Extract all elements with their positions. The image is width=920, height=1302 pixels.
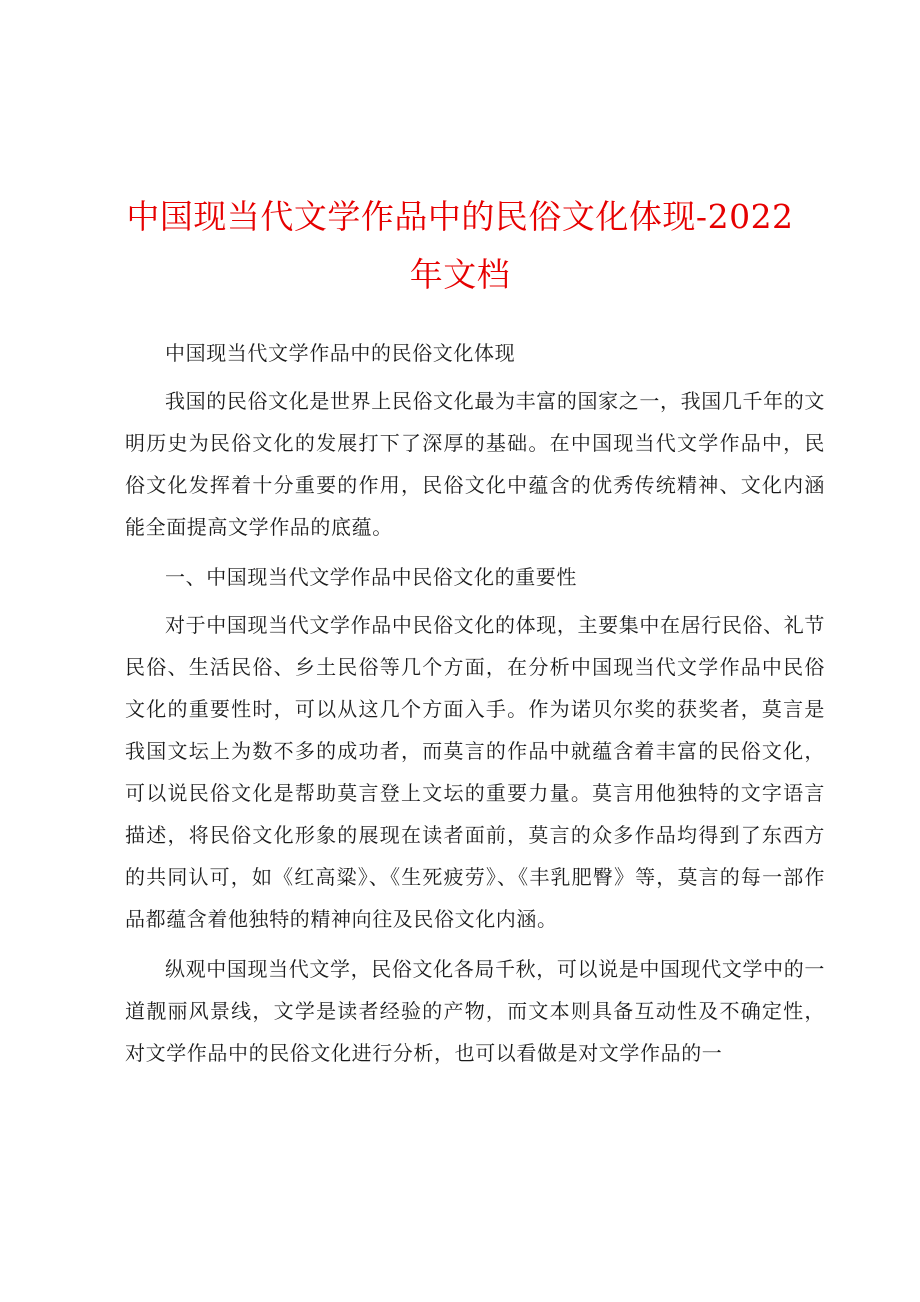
document-title: [110, 188, 810, 304]
body-paragraph-2: 纵观中国现当代文学，民俗文化各局千秋，可以说是中国现代文学中的一道靓丽风景线，文学是读者经验的产物，而文本则具备互动性及不确定性，对文学作品中的民俗文化进行分析，也可以看做是对文学作品的一: [125, 957, 825, 1065]
section-heading-1: 一、中国现当代文学作品中民俗文化的重要性: [165, 565, 577, 589]
document-body: [125, 332, 825, 1082]
intro-paragraph: 我国的民俗文化是世界上民俗文化最为丰富的国家之一，我国几千年的文明历史为民俗文化的发展打下了深厚的基础。在中国现当代文学作品中，民俗文化发挥着十分重要的作用，民俗文化中蕴含的优秀传统精神、文化内涵能全面提高文学作品的底蕴。: [125, 389, 825, 539]
subtitle-paragraph: 中国现当代文学作品中的民俗文化体现: [165, 341, 516, 365]
document-title-line-1: 中国现当代文学作品中的民俗文化体现-2022: [126, 197, 794, 236]
document-title-line-2: 年文档: [409, 255, 511, 294]
body-paragraph-1: 对于中国现当代文学作品中民俗文化的体现，主要集中在居行民俗、礼节民俗、生活民俗、乡土民俗等几个方面，在分析中国现当代文学作品中民俗文化的重要性时，可以从这几个方面入手。作为诺贝尔奖的获奖者，莫言是我国文坛上为数不多的成功者，而莫言的作品中就蕴含着丰富的民俗文化，可以说民俗文化是帮助莫言登上文坛的重要力量。莫言用他独特的文字语言描述，将民俗文化形象的展现在读者面前，莫言的众多作品均得到了东西方的共同认可，如《红高粱》、《生死疲劳》、《丰乳肥臀》等，莫言的每一部作品都蕴含着他独特的精神向往及民俗文化内涵。: [125, 613, 825, 931]
